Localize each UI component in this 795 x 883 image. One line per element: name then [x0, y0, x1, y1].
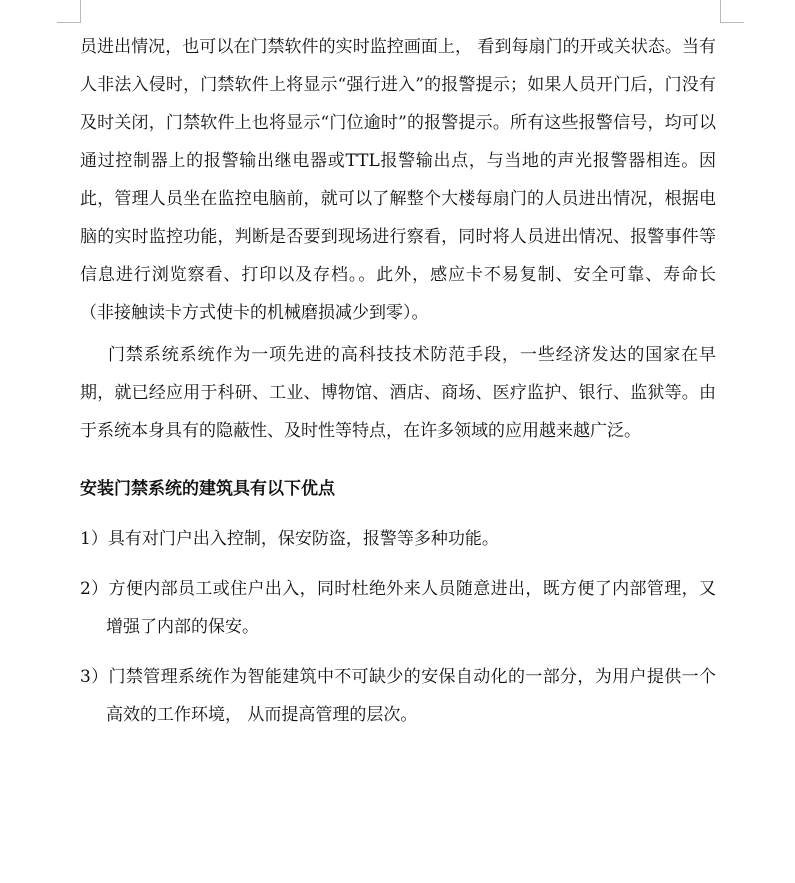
section-heading: 安装门禁系统的建筑具有以下优点: [80, 479, 335, 499]
body-paragraph: 员进出情况，也可以在门禁软件的实时监控画面上， 看到每扇门的开或关状态。当有人非法入侵时，门禁软件上将显示“强行进入”的报警提示；如果人员开门后，门没有及时关闭，门禁软件上也将显示“门位逾时”的报警提示。所有这些报警信号，均可以通过控制器上的报警输出继电器或TTL报警输出点，与当地的声光报警器相连。因此，管理人员坐在监控电脑前，就可以了解整个大楼每扇门的人员进出情况，根据电脑的实时监控功能，判断是否要到现场进行察看，同时将人员进出情况、报警事件等信息进行浏览察看、打印以及存档。。此外，感应卡不易复制、安全可靠、寿命长（非接触读卡方式使卡的机械磨损减少到零）。: [80, 37, 716, 323]
body-paragraph: 门禁系统系统作为一项先进的高科技技术防范手段，一些经济发达的国家在早期，就已经应用于科研、工业、博物馆、酒店、商场、医疗监护、银行、监狱等。由于系统本身具有的隐蔽性、及时性等特点，在许多领域的应用越来越广泛。: [80, 345, 716, 441]
document-page: [80, 28, 716, 734]
top-right-margin-mark: [720, 0, 744, 23]
top-left-margin-mark: [57, 0, 81, 23]
list-item: 3）门禁管理系统作为智能建筑中不可缺少的安保自动化的一部分，为用户提供一个高效的工作环境， 从而提高管理的层次。: [80, 667, 716, 725]
list-item: 2）方便内部员工或住户出入，同时杜绝外来人员随意进出，既方便了内部管理，又增强了内部的保安。: [80, 579, 716, 637]
list-item: 1）具有对门户出入控制，保安防盗，报警等多种功能。: [80, 529, 499, 549]
